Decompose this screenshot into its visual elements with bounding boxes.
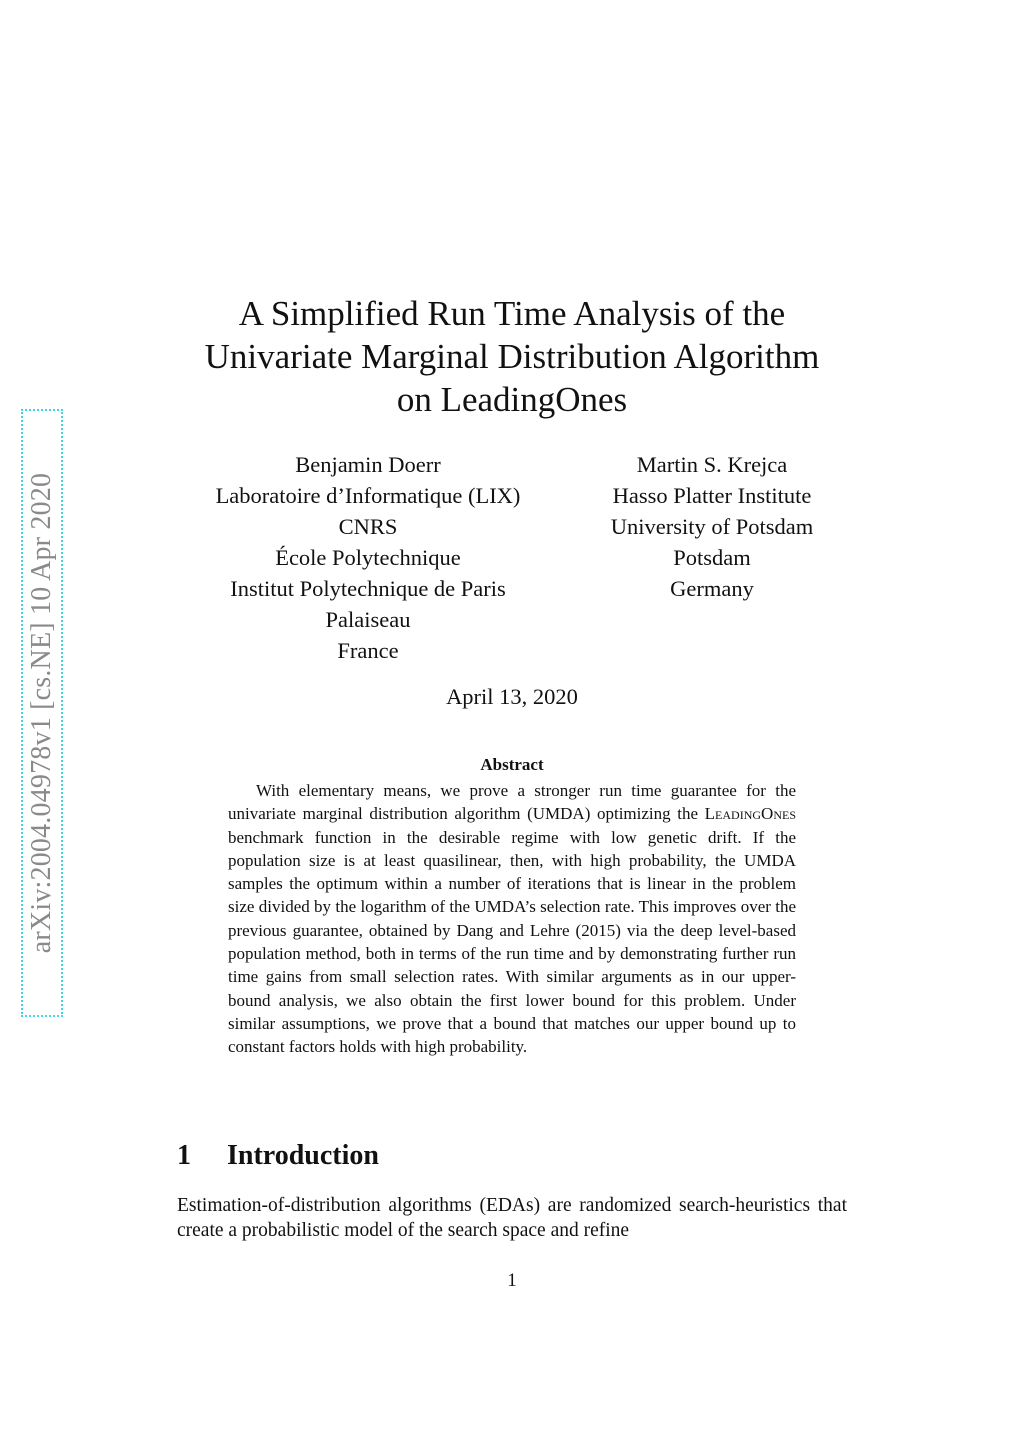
author-block-doerr bbox=[168, 449, 568, 666]
title-line-3: on LeadingOnes bbox=[396, 380, 628, 419]
affiliation-line: École Polytechnique bbox=[275, 545, 461, 570]
affiliation-line: Laboratoire d’Informatique (LIX) bbox=[215, 483, 521, 508]
abstract-heading: Abstract bbox=[480, 755, 544, 774]
affiliation-line: University of Potsdam bbox=[610, 514, 814, 539]
affiliation-line: CNRS bbox=[338, 514, 398, 539]
abstract-paragraph bbox=[228, 779, 796, 1059]
section-number: 1 bbox=[177, 1140, 191, 1171]
page-number: 1 bbox=[507, 1270, 517, 1291]
author-name: Martin S. Krejca bbox=[636, 452, 788, 477]
author-name: Benjamin Doerr bbox=[295, 452, 441, 477]
affiliation-line: France bbox=[337, 638, 399, 663]
intro-paragraph: Estimation-of-distribution algorithms (EDAs) are randomized search-heuristics that create a probabilistic model of the search space and refine bbox=[177, 1195, 847, 1241]
title-line-1: A Simplified Run Time Analysis of the bbox=[238, 294, 786, 333]
affiliation-line: Institut Polytechnique de Paris bbox=[230, 576, 506, 601]
affiliation-line: Palaiseau bbox=[325, 607, 411, 632]
author-block-krejca bbox=[562, 449, 862, 604]
abstract-text-after: benchmark function in the desirable regime with low genetic drift. If the population size is at least quasilinear, then, with high probability, the UMDA samples the optimum within a number of iterations that is linear in the problem size divided by the logarithm of the UMDA’s selection rate. This improves over the previous guarantee, obtained by Dang and Lehre (2015) via the deep level-based population method, both in terms of the run time and by demonstrating further run time gains from small selection rates. With similar arguments as in our upper-bound analysis, we also obtain the first lower bound for this problem. Under similar assumptions, we prove that a bound that matches our upper bound up to constant factors holds with high probability. bbox=[228, 827, 796, 1057]
arxiv-stamp[interactable]: arXiv:2004.04978v1 [cs.NE] 10 Apr 2020 bbox=[26, 472, 57, 954]
intro-body bbox=[177, 1193, 847, 1243]
affiliation-line: Germany bbox=[670, 576, 754, 601]
title-line-2: Univariate Marginal Distribution Algorithm bbox=[204, 337, 820, 376]
paper-title bbox=[150, 292, 874, 421]
abstract-body bbox=[228, 779, 796, 1059]
abstract-text-before: With elementary means, we prove a stronger run time guarantee for the univariate marginal distribution algorithm (UMDA) optimizing the bbox=[228, 781, 796, 824]
section-heading bbox=[177, 1140, 379, 1172]
affiliation-line: Potsdam bbox=[673, 545, 751, 570]
section-title: Introduction bbox=[227, 1140, 379, 1171]
affiliation-line: Hasso Platter Institute bbox=[612, 483, 812, 508]
paper-date: April 13, 2020 bbox=[446, 684, 578, 709]
benchmark-name: LeadingOnes bbox=[704, 804, 796, 824]
